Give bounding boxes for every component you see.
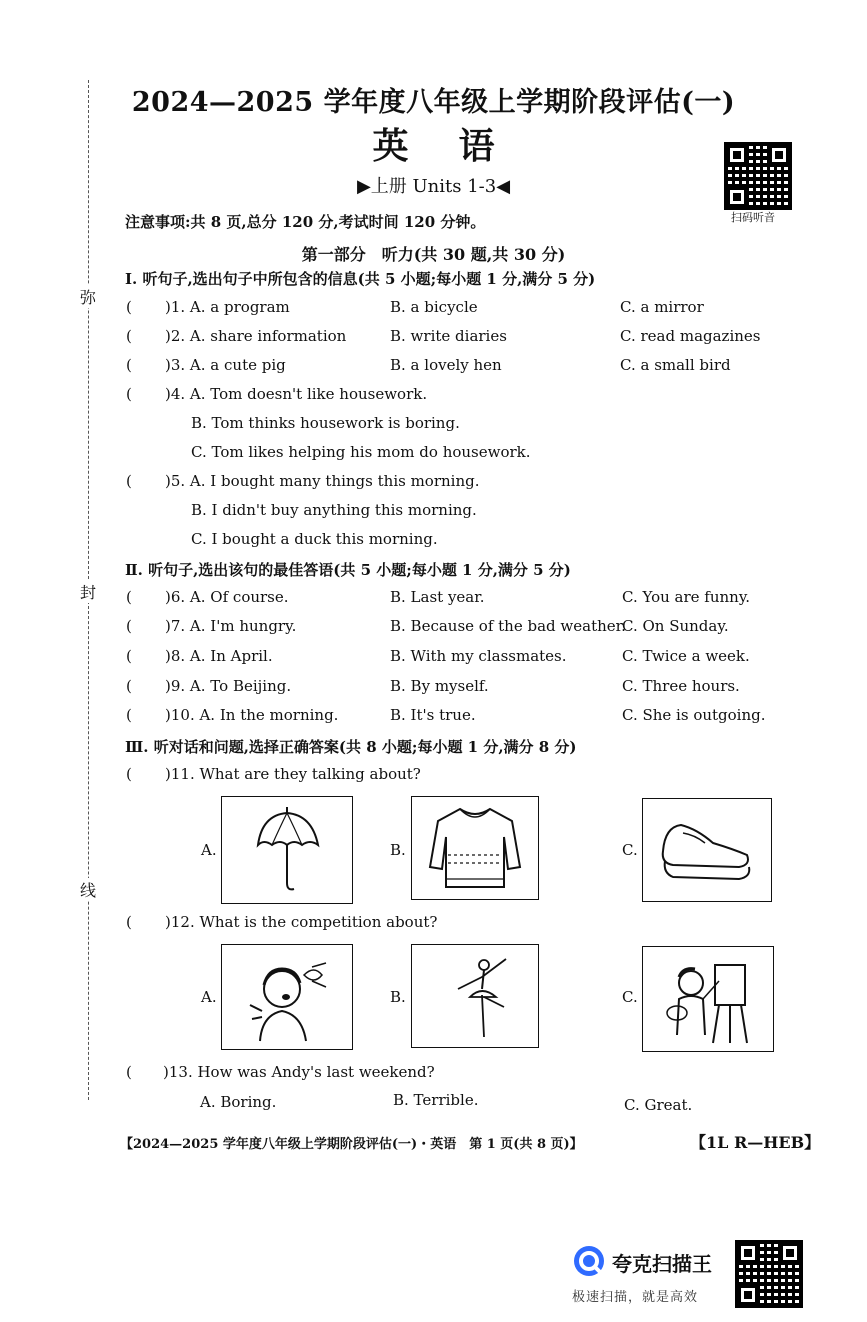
answer-paren[interactable]: (: [126, 472, 132, 490]
answer-paren[interactable]: (: [126, 765, 132, 783]
answer-paren[interactable]: (: [126, 385, 132, 403]
answer-paren[interactable]: (: [126, 1063, 132, 1081]
option-a: )8. A. In April.: [165, 647, 273, 665]
seal-mark-2: 封: [80, 580, 96, 603]
option-c: C. She is outgoing.: [622, 706, 766, 724]
units-range: ▶上册 Units 1-3◀: [356, 176, 511, 197]
shoes-picture[interactable]: [642, 798, 772, 902]
notice: 注意事项:共 8 页,总分 120 分,考试时间 120 分钟。: [125, 213, 486, 231]
option-b: B. By myself.: [390, 677, 489, 695]
question-13-text: )13. How was Andy's last weekend?: [163, 1063, 435, 1081]
answer-paren[interactable]: (: [126, 706, 132, 724]
option-b: B. Tom thinks housework is boring.: [191, 414, 460, 432]
question-11-text: )11. What are they talking about?: [165, 765, 421, 783]
subject-title: 英语: [372, 125, 545, 167]
option-a: )4. A. Tom doesn't like housework.: [165, 385, 428, 403]
scanner-slogan: 极速扫描，就是高效: [572, 1290, 699, 1305]
option-b: B. write diaries: [390, 327, 507, 345]
picture-label-a: A.: [201, 988, 217, 1006]
option-a: )6. A. Of course.: [165, 588, 289, 606]
picture-label-c: C.: [622, 841, 638, 859]
option-c: C. read magazines: [620, 327, 761, 345]
qr-code-icon[interactable]: [735, 1240, 803, 1308]
part-title: 第一部分 听力(共 30 题,共 30 分): [301, 245, 566, 264]
seal-mark-3: 线: [80, 878, 96, 901]
option-c: C. Great.: [624, 1096, 693, 1114]
section-2-title: Ⅱ. 听句子,选出该句的最佳答语(共 5 小题;每小题 1 分,满分 5 分): [125, 561, 571, 579]
singing-boy-icon: [222, 945, 352, 1049]
paper-code: 【1L R—HEB】: [690, 1133, 821, 1152]
picture-label-b: B.: [390, 841, 406, 859]
sweater-icon: [412, 797, 538, 899]
option-b: B. a bicycle: [390, 298, 478, 316]
option-b: B. Last year.: [390, 588, 485, 606]
section-1-title: Ⅰ. 听句子,选出句子中所包含的信息(共 5 小题;每小题 1 分,满分 5 分): [125, 270, 596, 288]
picture-label-c: C.: [622, 988, 638, 1006]
option-b: B. It's true.: [390, 706, 476, 724]
option-c: C. Tom likes helping his mom do housework.: [191, 443, 531, 461]
option-a: )5. A. I bought many things this morning.: [165, 472, 480, 490]
option-a: A. Boring.: [200, 1093, 277, 1111]
seal-mark-1: 弥: [80, 285, 96, 308]
answer-paren[interactable]: (: [126, 617, 132, 635]
painting-picture[interactable]: [642, 946, 774, 1052]
option-b: B. Terrible.: [393, 1091, 479, 1109]
option-a: )3. A. a cute pig: [165, 356, 286, 374]
answer-paren[interactable]: (: [126, 356, 132, 374]
option-c: C. a mirror: [620, 298, 704, 316]
answer-paren[interactable]: (: [126, 647, 132, 665]
option-a: )2. A. share information: [165, 327, 347, 345]
exam-title: 2024—2025 学年度八年级上学期阶段评估(一): [131, 87, 736, 118]
option-a: )9. A. To Beijing.: [165, 677, 292, 695]
option-a: )1. A. a program: [165, 298, 290, 316]
sweater-picture[interactable]: [411, 796, 539, 900]
option-b: B. I didn't buy anything this morning.: [191, 501, 477, 519]
option-c: C. You are funny.: [622, 588, 751, 606]
painting-boy-icon: [643, 947, 773, 1051]
question-12-text: )12. What is the competition about?: [165, 913, 438, 931]
singing-picture[interactable]: [221, 944, 353, 1050]
option-c: C. Three hours.: [622, 677, 740, 695]
ballet-dancer-icon: [412, 945, 538, 1047]
umbrella-picture[interactable]: [221, 796, 353, 904]
qr-code-icon[interactable]: [724, 142, 792, 210]
qr-caption: 扫码听音: [731, 211, 775, 224]
option-c: C. Twice a week.: [622, 647, 750, 665]
answer-paren[interactable]: (: [126, 913, 132, 931]
dancing-picture[interactable]: [411, 944, 539, 1048]
option-c: C. I bought a duck this morning.: [191, 530, 438, 548]
quark-logo-icon: [572, 1244, 606, 1278]
option-b: B. Because of the bad weather.: [390, 617, 626, 635]
answer-paren[interactable]: (: [126, 298, 132, 316]
umbrella-icon: [222, 797, 352, 903]
option-b: B. a lovely hen: [390, 356, 502, 374]
option-a: )7. A. I'm hungry.: [165, 617, 297, 635]
page-footer: 【2024—2025 学年度八年级上学期阶段评估(一)・英语 第 1 页(共 8 页)】: [120, 1137, 583, 1152]
picture-label-b: B.: [390, 988, 406, 1006]
answer-paren[interactable]: (: [126, 677, 132, 695]
answer-paren[interactable]: (: [126, 588, 132, 606]
option-a: )10. A. In the morning.: [165, 706, 339, 724]
picture-label-a: A.: [201, 841, 217, 859]
section-3-title: Ⅲ. 听对话和问题,选择正确答案(共 8 小题;每小题 1 分,满分 8 分): [125, 738, 577, 756]
option-c: C. a small bird: [620, 356, 731, 374]
option-b: B. With my classmates.: [390, 647, 567, 665]
scanner-brand: 夸克扫描王: [612, 1252, 712, 1276]
option-c: C. On Sunday.: [622, 617, 729, 635]
shoes-icon: [643, 799, 771, 901]
answer-paren[interactable]: (: [126, 327, 132, 345]
